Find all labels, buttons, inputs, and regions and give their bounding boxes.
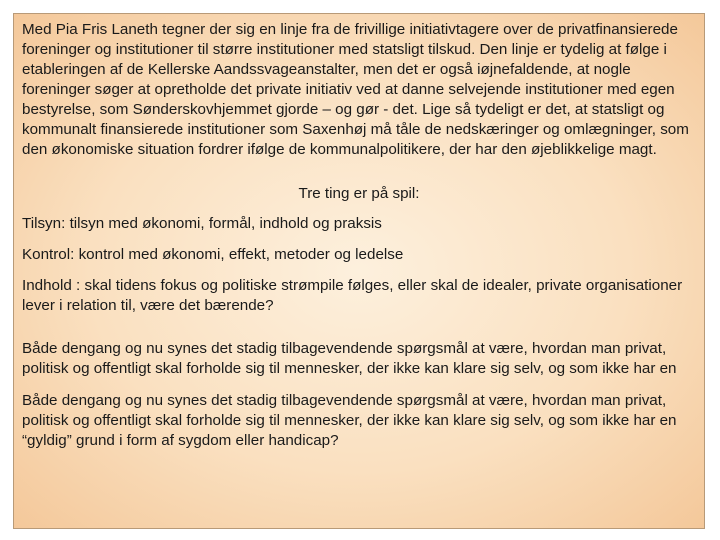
closing-paragraph: Både dengang og nu synes det stadig tilbagevendende spørgsmål at være, hvordan man privat, politisk og offentligt skal forholde sig til mennesker, der ikke kan klare sig selv, og som ikke har en “gyldig” grund i form af sygdom eller handicap?	[22, 392, 677, 449]
item-separator: :	[61, 215, 70, 232]
closing-paragraph: Både dengang og nu synes det stadig tilbagevendende spørgsmål at være, hvordan man privat, politisk og offentligt skal forholde sig til mennesker, der ikke kan klare sig selv, og som ikke har en	[22, 340, 677, 377]
list-item-indhold	[22, 276, 696, 316]
section-heading: Tre ting er på spil:	[298, 185, 420, 202]
item-text: tilsyn med økonomi, formål, indhold og praksis	[69, 215, 382, 232]
item-separator: :	[71, 277, 85, 294]
item-term: Indhold	[22, 277, 72, 294]
intro-paragraph: Med Pia Fris Laneth tegner der sig en linje fra de frivillige initiativtagere over de privatfinansierede foreninger og institutioner til større institutioner med statsligt tilskud. Den linje er tydelig at følge i etableringen af de Kellerske Aandssvageanstalter, men det er også iøjnefaldende, at nogle foreninger søger at opretholde det private initiativ ved at danne selvejende institutioner med egen bestyrelse, som Sønderskovhjemmet gjorde – og gør - det. Lige så tydeligt er det, at statsligt og kommunalt finansierede institutioner som Saxenhøj må tåle de nedskæringer og omlægninger, som den økonomiske situation fordrer ifølge de kommunalpolitikere, der har den øjeblikkelige magt.	[22, 21, 689, 158]
item-term: Kontrol	[22, 246, 71, 263]
list-item-tilsyn	[22, 214, 696, 234]
slide	[13, 13, 705, 529]
list-item-kontrol	[22, 245, 696, 265]
item-separator: :	[70, 246, 79, 263]
item-text: kontrol med økonomi, effekt, metoder og ledelse	[78, 246, 404, 263]
item-text: skal tidens fokus og politiske strømpile følges, eller skal de idealer, private organisationer lever i relation til, være det bærende?	[22, 277, 683, 314]
item-term: Tilsyn	[22, 215, 62, 232]
